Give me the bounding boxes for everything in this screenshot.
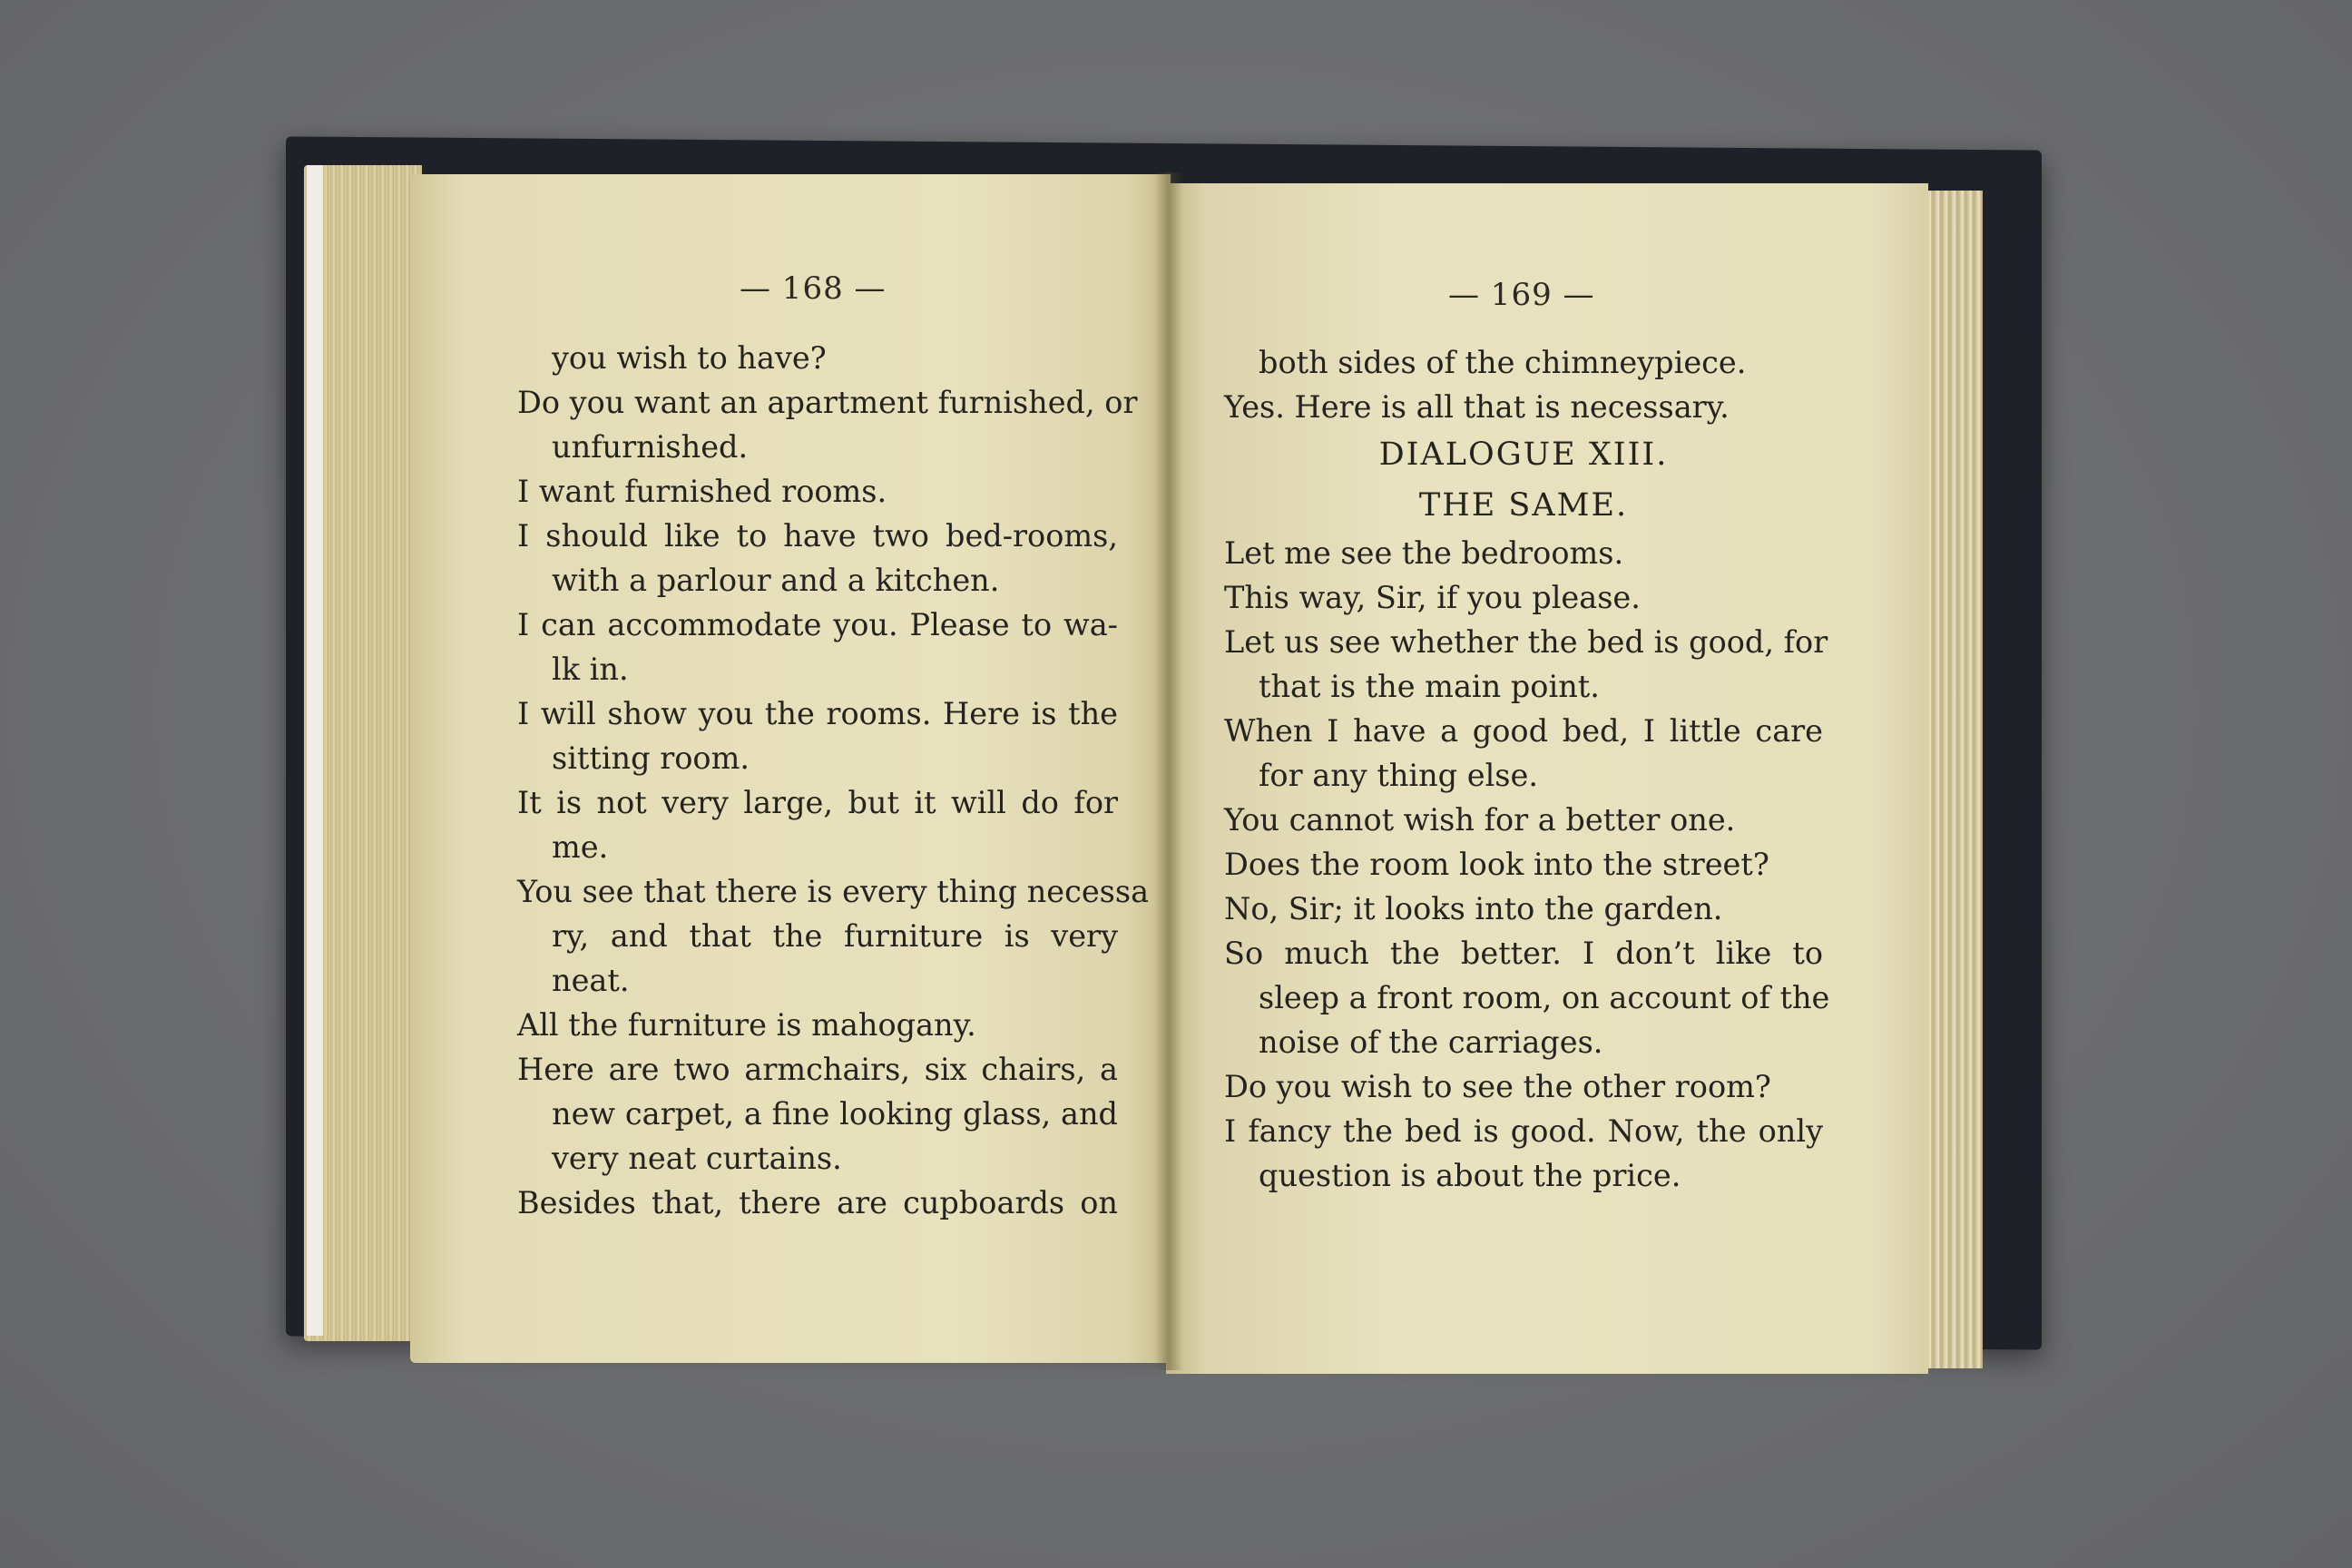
book-gutter: [1154, 172, 1183, 1370]
text-line: Yes. Here is all that is necessary.: [1224, 389, 1730, 425]
text-line: Do you want an apartment furnished, or: [517, 385, 1138, 420]
text-line: I want furnished rooms.: [517, 474, 887, 509]
text-line: You cannot wish for a better one.: [1224, 802, 1736, 838]
text-line: Besides that, there are cupboards on: [517, 1185, 1118, 1220]
text-line: I can accommodate you. Please to wa-: [517, 607, 1118, 642]
text-line: sitting room.: [552, 740, 750, 776]
text-line: This way, Sir, if you please.: [1224, 580, 1641, 615]
text-line: that is the main point.: [1259, 669, 1600, 704]
text-line: Let us see whether the bed is good, for: [1224, 624, 1828, 660]
text-line: I should like to have two bed-rooms,: [517, 518, 1118, 554]
text-line: It is not very large, but it will do for: [517, 785, 1118, 820]
text-line: new carpet, a fine looking glass, and: [552, 1096, 1118, 1132]
text-line: me.: [552, 829, 609, 865]
text-line: No, Sir; it looks into the garden.: [1224, 891, 1723, 926]
text-line: Do you wish to see the other room?: [1224, 1069, 1771, 1104]
right-page-number: — 169 —: [1448, 277, 1595, 313]
right-page-text: [1224, 340, 1830, 1198]
left-page-stack-edge: [307, 165, 323, 1336]
text-line: I fancy the bed is good. Now, the only: [1224, 1113, 1823, 1149]
text-line: question is about the price.: [1259, 1158, 1681, 1193]
dialogue-heading: DIALOGUE XIII.: [1378, 436, 1669, 473]
text-line: lk in.: [552, 652, 629, 687]
text-line: ry, and that the furniture is very: [552, 918, 1118, 954]
text-line: with a parlour and a kitchen.: [552, 563, 1000, 598]
text-line: sleep a front room, on account of the: [1259, 980, 1830, 1015]
text-line: very neat curtains.: [552, 1141, 842, 1176]
left-page-number: — 168 —: [740, 270, 887, 307]
text-line: So much the better. I don’t like to: [1224, 936, 1823, 971]
text-line: Here are two armchairs, six chairs, a: [517, 1052, 1118, 1087]
left-page-text: [517, 336, 1150, 1225]
text-line: for any thing else.: [1259, 758, 1538, 793]
text-line: Let me see the bedrooms.: [1224, 535, 1624, 571]
dialogue-subheading: THE SAME.: [1418, 487, 1629, 524]
text-line: both sides of the chimneypiece.: [1259, 345, 1747, 380]
text-line: You see that there is every thing necessa: [517, 874, 1150, 909]
text-line: I will show you the rooms. Here is the: [517, 696, 1118, 731]
text-line: noise of the carriages.: [1259, 1024, 1603, 1060]
text-line: neat.: [552, 963, 630, 998]
text-line: unfurnished.: [552, 429, 749, 465]
text-line: you wish to have?: [552, 340, 827, 376]
text-line: When I have a good bed, I little care: [1224, 713, 1823, 749]
text-line: All the furniture is mahogany.: [517, 1007, 976, 1043]
text-line: Does the room look into the street?: [1224, 847, 1769, 882]
